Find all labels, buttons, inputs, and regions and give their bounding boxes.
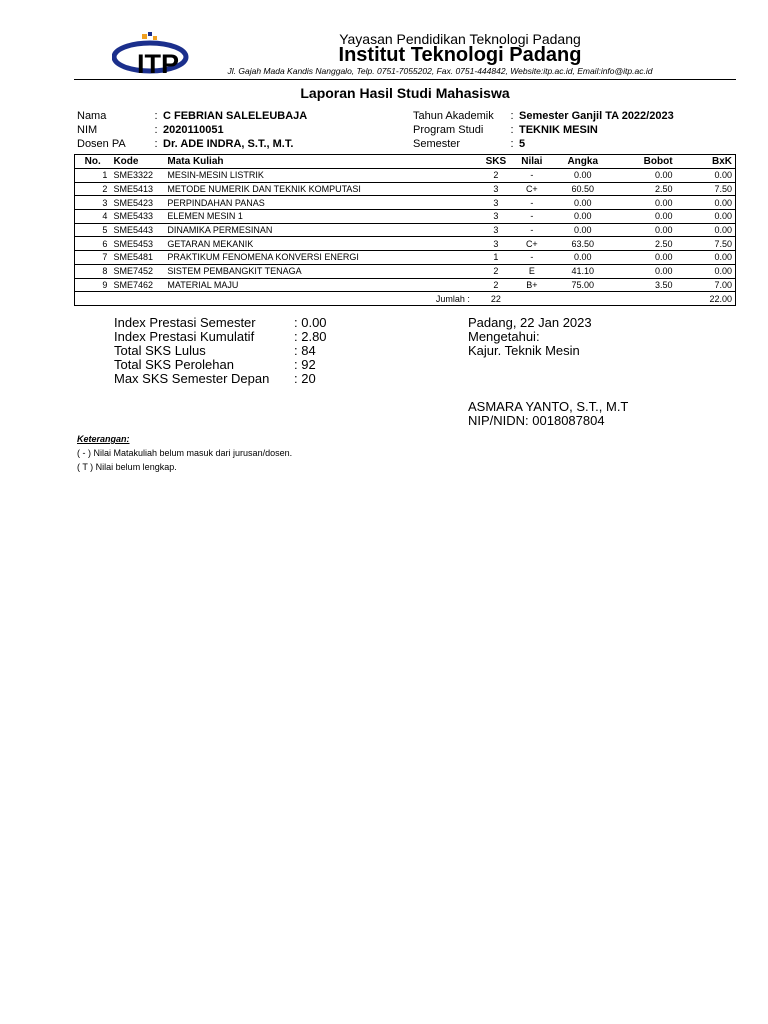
row-nilai: - bbox=[512, 196, 552, 210]
row-kode: SME5423 bbox=[110, 196, 164, 210]
row-bobot: 0.00 bbox=[614, 223, 676, 237]
table-total-row bbox=[75, 292, 736, 306]
report-title: Laporan Hasil Studi Mahasiswa bbox=[300, 85, 510, 101]
student-info-right bbox=[413, 109, 674, 151]
row-angka: 0.00 bbox=[552, 196, 614, 210]
row-bxk: 0.00 bbox=[676, 223, 736, 237]
row-no: 5 bbox=[75, 223, 111, 237]
row-bxk: 7.50 bbox=[676, 182, 736, 196]
colon: : bbox=[510, 110, 514, 122]
row-bobot: 0.00 bbox=[614, 251, 676, 265]
summary-row bbox=[114, 344, 327, 358]
row-sks: 3 bbox=[480, 182, 512, 196]
row-nilai: C+ bbox=[512, 237, 552, 251]
logo-text: ITP bbox=[136, 49, 180, 78]
summary-label: Index Prestasi Kumulatif bbox=[114, 329, 255, 344]
advisor-name: Dr. ADE INDRA, S.T., M.T. bbox=[163, 138, 294, 150]
row-sks: 3 bbox=[480, 223, 512, 237]
colon: : bbox=[510, 124, 514, 136]
total-bxk: 22.00 bbox=[676, 292, 736, 306]
row-bobot: 2.50 bbox=[614, 182, 676, 196]
row-nilai: - bbox=[512, 169, 552, 183]
summary-row bbox=[114, 316, 327, 330]
table-header bbox=[75, 155, 736, 169]
institute-name: Institut Teknologi Padang bbox=[338, 44, 582, 66]
row-bxk: 0.00 bbox=[676, 210, 736, 224]
row-sks: 2 bbox=[480, 264, 512, 278]
study-program: TEKNIK MESIN bbox=[519, 124, 598, 136]
row-sks: 2 bbox=[480, 278, 512, 292]
nim-label: NIM bbox=[77, 124, 98, 136]
table-row bbox=[75, 278, 736, 292]
info-row-nim bbox=[77, 123, 307, 137]
col-no: No. bbox=[75, 155, 111, 169]
summary-label: Total SKS Perolehan bbox=[114, 357, 234, 372]
row-mata-kuliah: GETARAN MEKANIK bbox=[164, 237, 480, 251]
note-item: ( T ) Nilai belum lengkap. bbox=[77, 462, 177, 472]
summary-value: : 84 bbox=[294, 343, 316, 358]
row-angka: 0.00 bbox=[552, 223, 614, 237]
col-angka: Angka bbox=[552, 155, 614, 169]
table-row bbox=[75, 237, 736, 251]
row-bxk: 0.00 bbox=[676, 169, 736, 183]
foundation-name: Yayasan Pendidikan Teknologi Padang bbox=[339, 31, 581, 47]
signer-position: Kajur. Teknik Mesin bbox=[468, 343, 580, 358]
student-nim: 2020110051 bbox=[163, 124, 224, 136]
row-no: 6 bbox=[75, 237, 111, 251]
notes-section bbox=[77, 432, 292, 474]
row-angka: 0.00 bbox=[552, 251, 614, 265]
row-no: 2 bbox=[75, 182, 111, 196]
info-row-semester bbox=[413, 137, 674, 151]
colon: : bbox=[154, 138, 158, 150]
row-bxk: 0.00 bbox=[676, 196, 736, 210]
advisor-label: Dosen PA bbox=[77, 138, 126, 150]
row-bobot: 3.50 bbox=[614, 278, 676, 292]
place-date: Padang, 22 Jan 2023 bbox=[468, 315, 592, 330]
summary-value: : 2.80 bbox=[294, 329, 327, 344]
row-angka: 0.00 bbox=[552, 169, 614, 183]
colon: : bbox=[154, 124, 158, 136]
institute-address: Jl. Gajah Mada Kandis Nanggalo, Telp. 0751-7055202, Fax. 0751-444842, Website:itp.ac.id, Email:info@itp.ac.id bbox=[227, 66, 653, 76]
academic-year: Semester Ganjil TA 2022/2023 bbox=[519, 110, 674, 122]
col-sks: SKS bbox=[480, 155, 512, 169]
row-no: 8 bbox=[75, 264, 111, 278]
row-angka: 63.50 bbox=[552, 237, 614, 251]
row-angka: 41.10 bbox=[552, 264, 614, 278]
row-mata-kuliah: SISTEM PEMBANGKIT TENAGA bbox=[164, 264, 480, 278]
student-info-left bbox=[77, 109, 307, 151]
row-mata-kuliah: PRAKTIKUM FENOMENA KONVERSI ENERGI bbox=[164, 251, 480, 265]
row-angka: 0.00 bbox=[552, 210, 614, 224]
empty-cell bbox=[512, 292, 552, 306]
table-row bbox=[75, 210, 736, 224]
table-row bbox=[75, 182, 736, 196]
row-mata-kuliah: MESIN-MESIN LISTRIK bbox=[164, 169, 480, 183]
empty-cell bbox=[552, 292, 614, 306]
note-item: ( - ) Nilai Matakuliah belum masuk dari jurusan/dosen. bbox=[77, 448, 293, 458]
col-bxk: BxK bbox=[676, 155, 736, 169]
row-bobot: 0.00 bbox=[614, 169, 676, 183]
total-sks: 22 bbox=[480, 292, 512, 306]
table-row bbox=[75, 264, 736, 278]
signature-space bbox=[468, 358, 628, 400]
summary-value: : 20 bbox=[294, 371, 316, 386]
row-nilai: - bbox=[512, 210, 552, 224]
col-kode: Kode bbox=[110, 155, 164, 169]
row-bxk: 7.50 bbox=[676, 237, 736, 251]
row-kode: SME5481 bbox=[110, 251, 164, 265]
row-sks: 2 bbox=[480, 169, 512, 183]
row-kode: SME5453 bbox=[110, 237, 164, 251]
row-mata-kuliah: PERPINDAHAN PANAS bbox=[164, 196, 480, 210]
row-no: 4 bbox=[75, 210, 111, 224]
signer-nip: NIP/NIDN: 0018087804 bbox=[468, 413, 605, 428]
row-bxk: 7.00 bbox=[676, 278, 736, 292]
empty-cell bbox=[614, 292, 676, 306]
signer-name: ASMARA YANTO, S.T., M.T bbox=[468, 399, 629, 414]
row-kode: SME7452 bbox=[110, 264, 164, 278]
colon: : bbox=[154, 110, 158, 122]
row-nilai: B+ bbox=[512, 278, 552, 292]
info-row-program bbox=[413, 123, 674, 137]
table-row bbox=[75, 251, 736, 265]
summary-label: Total SKS Lulus bbox=[114, 343, 206, 358]
table-row bbox=[75, 169, 736, 183]
year-label: Tahun Akademik bbox=[413, 110, 494, 122]
row-nilai: - bbox=[512, 251, 552, 265]
row-bxk: 0.00 bbox=[676, 251, 736, 265]
row-bxk: 0.00 bbox=[676, 264, 736, 278]
col-bobot: Bobot bbox=[614, 155, 676, 169]
col-mata-kuliah: Mata Kuliah bbox=[164, 155, 480, 169]
summary-row bbox=[114, 330, 327, 344]
info-row-advisor bbox=[77, 137, 307, 151]
summary-value: : 0.00 bbox=[294, 315, 327, 330]
colon: : bbox=[510, 138, 514, 150]
row-nilai: - bbox=[512, 223, 552, 237]
row-nilai: C+ bbox=[512, 182, 552, 196]
row-no: 7 bbox=[75, 251, 111, 265]
row-kode: SME3322 bbox=[110, 169, 164, 183]
row-mata-kuliah: ELEMEN MESIN 1 bbox=[164, 210, 480, 224]
row-sks: 1 bbox=[480, 251, 512, 265]
row-nilai: E bbox=[512, 264, 552, 278]
signature-block bbox=[468, 316, 628, 428]
semester-value: 5 bbox=[519, 138, 526, 150]
acknowledged-label: Mengetahui: bbox=[468, 329, 540, 344]
row-sks: 3 bbox=[480, 210, 512, 224]
program-label: Program Studi bbox=[413, 124, 484, 136]
header-divider bbox=[74, 79, 736, 80]
total-label: Jumlah : bbox=[75, 292, 480, 306]
table-row bbox=[75, 223, 736, 237]
row-mata-kuliah: MATERIAL MAJU bbox=[164, 278, 480, 292]
row-bobot: 0.00 bbox=[614, 264, 676, 278]
name-label: Nama bbox=[77, 110, 107, 122]
row-kode: SME7462 bbox=[110, 278, 164, 292]
summary-value: : 92 bbox=[294, 357, 316, 372]
row-kode: SME5413 bbox=[110, 182, 164, 196]
row-sks: 3 bbox=[480, 196, 512, 210]
row-mata-kuliah: METODE NUMERIK DAN TEKNIK KOMPUTASI bbox=[164, 182, 480, 196]
notes-title: Keterangan: bbox=[77, 434, 130, 444]
row-bobot: 0.00 bbox=[614, 196, 676, 210]
summary-row bbox=[114, 372, 327, 386]
row-kode: SME5433 bbox=[110, 210, 164, 224]
row-no: 1 bbox=[75, 169, 111, 183]
student-name: C FEBRIAN SALELEUBAJA bbox=[163, 110, 308, 122]
summary-label: Index Prestasi Semester bbox=[114, 315, 256, 330]
row-kode: SME5443 bbox=[110, 223, 164, 237]
grades-table bbox=[74, 154, 736, 306]
row-angka: 60.50 bbox=[552, 182, 614, 196]
row-no: 9 bbox=[75, 278, 111, 292]
summary-row bbox=[114, 358, 327, 372]
summary-label: Max SKS Semester Depan bbox=[114, 371, 270, 386]
row-mata-kuliah: DINAMIKA PERMESINAN bbox=[164, 223, 480, 237]
semester-label: Semester bbox=[413, 138, 461, 150]
itp-logo bbox=[112, 30, 196, 78]
row-no: 3 bbox=[75, 196, 111, 210]
academic-summary bbox=[114, 316, 327, 386]
row-angka: 75.00 bbox=[552, 278, 614, 292]
row-bobot: 0.00 bbox=[614, 210, 676, 224]
info-row-name bbox=[77, 109, 307, 123]
info-row-year bbox=[413, 109, 674, 123]
row-bobot: 2.50 bbox=[614, 237, 676, 251]
table-row bbox=[75, 196, 736, 210]
row-sks: 3 bbox=[480, 237, 512, 251]
col-nilai: Nilai bbox=[512, 155, 552, 169]
